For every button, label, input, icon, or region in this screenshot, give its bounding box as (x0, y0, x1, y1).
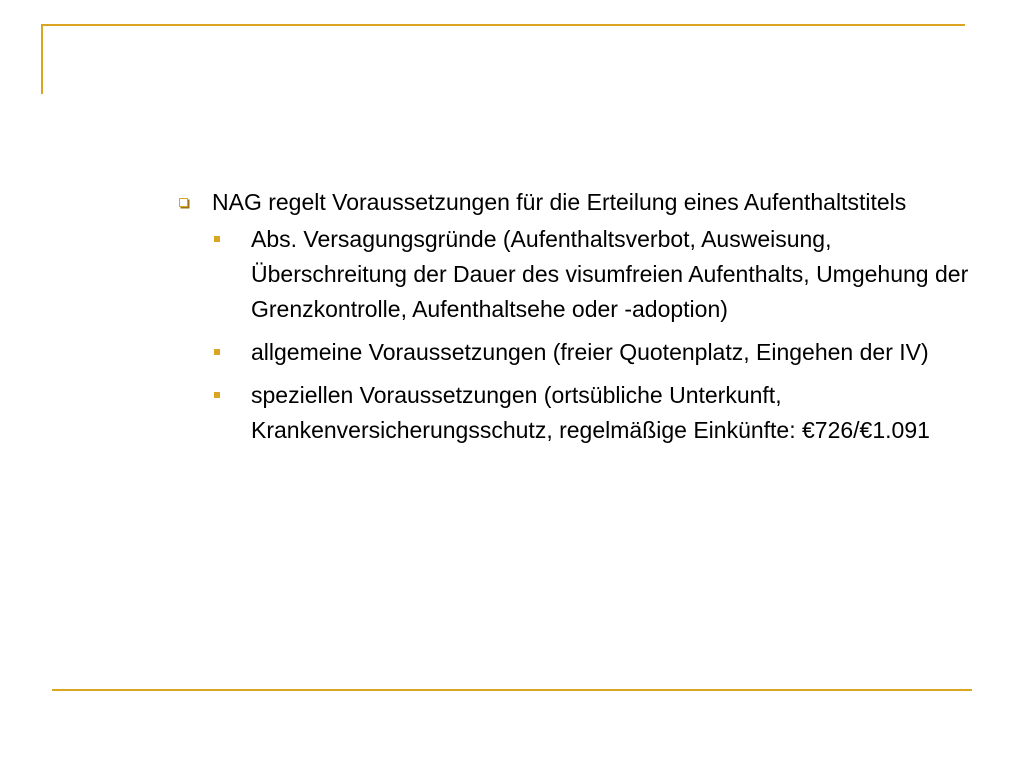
sub-bullet-text: allgemeine Voraussetzungen (freier Quotenplatz, Eingehen der IV) (251, 339, 929, 365)
filled-square-bullet-icon (214, 392, 220, 398)
main-bullet-point (176, 185, 976, 220)
filled-square-bullet-icon (214, 236, 220, 242)
slide-content (176, 185, 976, 456)
main-bullet-text: NAG regelt Voraussetzungen für die Erteilung eines Aufenthaltstitels (212, 189, 907, 215)
sub-bullet-point (176, 222, 976, 327)
sub-bullet-point (176, 335, 976, 370)
sub-bullet-point (176, 378, 976, 448)
sub-bullet-text: Abs. Versagungsgründe (Aufenthaltsverbot, Ausweisung, Überschreitung der Dauer des visumfreien Aufenthalts, Umgehung der Grenzkontrolle, Aufenthaltsehe oder -adoption) (251, 226, 969, 322)
frame-left-line (41, 24, 43, 94)
hollow-square-bullet-icon (179, 198, 188, 207)
frame-top-line (41, 24, 965, 26)
sub-bullet-list (176, 222, 976, 448)
sub-bullet-text: speziellen Voraussetzungen (ortsübliche Unterkunft, Krankenversicherungsschutz, regelmäßige Einkünfte: €726/€1.091 (251, 382, 930, 443)
filled-square-bullet-icon (214, 349, 220, 355)
frame-bottom-line (52, 689, 972, 691)
